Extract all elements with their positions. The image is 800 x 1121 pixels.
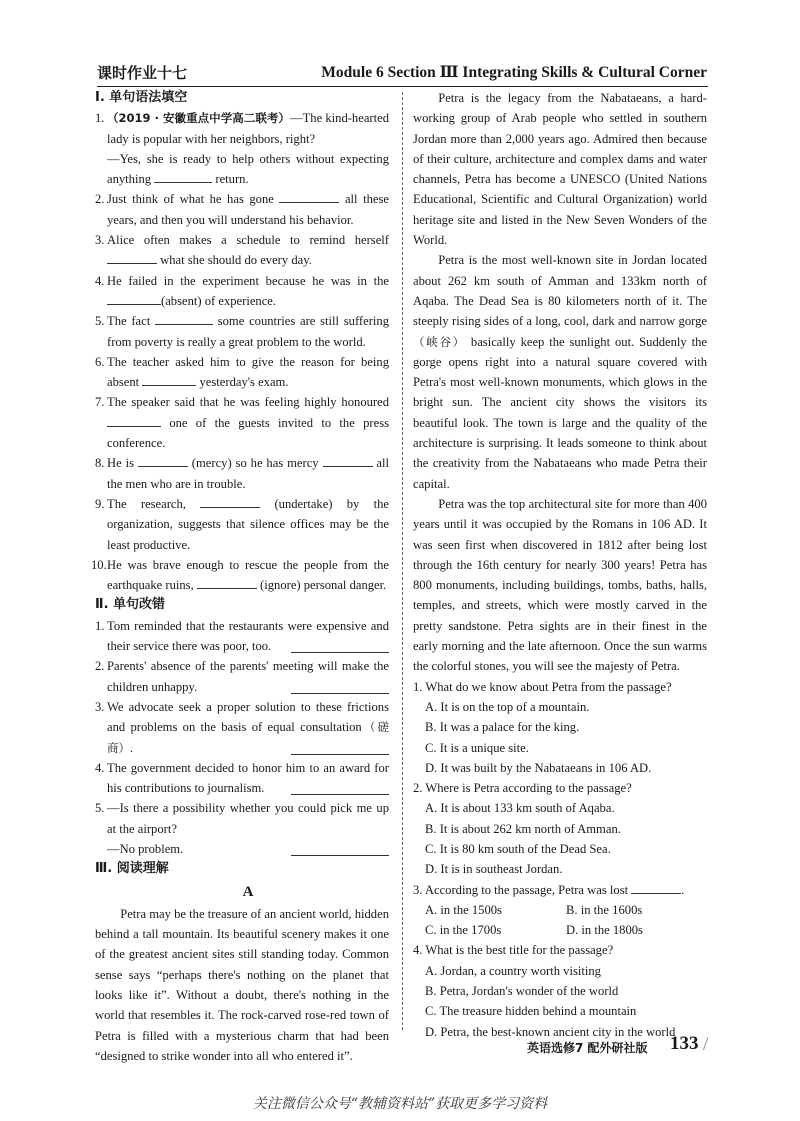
answer-blank[interactable] — [631, 881, 681, 894]
question-4: 4. He failed in the experiment because he was in the (absent) of experience. — [95, 273, 389, 308]
answer-blank[interactable] — [279, 190, 339, 203]
answer-blank[interactable] — [197, 576, 257, 589]
answer-line[interactable] — [291, 839, 389, 856]
answer-blank[interactable] — [200, 495, 260, 508]
module-title: Module 6 Section Ⅲ Integrating Skills & Cultural Corner — [321, 64, 707, 81]
passage-paragraph-3: Petra is the most well-known site in Jordan located about 262 km south of Amman and 133km north of Aqaba. The Dead Sea is 80 kilometers north of it. The steeply rising sides of a long, cool, dark and narrow gorge（峡谷） basically keep the sunlight out. Suddenly the gorge opens right into a natural square covered with Petra's most well-known monuments, which glows in the bright sun. The ancient city shows the visitors its beautiful look. The town is large and the quality of the architecture is surprising. It leads someone to think about the creativity from the Nabataeans who made Petra their capital. — [413, 253, 707, 491]
error-3: 3. We advocate seek a proper solution to these frictions and problems on the basis of equal consultation（磋商）. — [95, 699, 389, 755]
question-1: 1. （2019 · 安徽重点中学高二联考）—The kind-hearted lady is popular with her neighbors, right? —Yes, she is ready to help others without expecting anything return. — [95, 111, 389, 187]
answer-blank[interactable] — [323, 454, 373, 467]
section-2-title: Ⅱ. 单句改错 — [95, 597, 166, 613]
option-a[interactable]: A. It is on the top of a mountain. — [425, 699, 590, 714]
question-5: 5. The fact some countries are still suffering from poverty is really a great problem to the world. — [95, 314, 389, 349]
reading-question-3: 3. According to the passage, Petra was lost . A. in the 1500s B. in the 1600s C. in the 1700s D. in the 1800s — [413, 880, 707, 941]
answer-blank[interactable] — [155, 312, 213, 325]
question-2: 2. Just think of what he has gone all these years, and then you will understand his behavior. — [95, 192, 389, 227]
promo-note: 关注微信公众号“教辅资料站”获取更多学习资料 — [252, 1096, 548, 1112]
question-6: 6. The teacher asked him to give the reason for being absent yesterday's exam. — [95, 354, 389, 390]
book-title: 英语选修7 配外研社版 — [527, 1041, 648, 1055]
option-a[interactable]: A. Jordan, a country worth visiting — [425, 963, 601, 978]
option-d[interactable]: D. Petra, the best-known ancient city in the world — [425, 1024, 676, 1039]
passage-paragraph-2: Petra is the legacy from the Nabataeans, a hard-working group of Arab people who settled in southern Jordan more than 2,000 years ago. Admired then because of their culture, architecture and complex dams and water channels, Petra has become a UNESCO (United Nations Educational, Scientific and Cultural Organization) world heritage site and listed in the New Seven Wonders of the World. — [413, 91, 707, 248]
option-b[interactable]: B. in the 1600s — [566, 902, 643, 917]
assignment-title: 课时作业十七 — [97, 64, 188, 82]
page-number: 133 — [670, 1033, 699, 1054]
error-4: 4. The government decided to honor him to an award for his contributions to journalism. — [95, 760, 389, 796]
answer-blank[interactable] — [107, 292, 161, 305]
question-3: 3. Alice often makes a schedule to remind herself what she should do every day. — [95, 233, 389, 268]
question-7: 7. The speaker said that he was feeling highly honoured one of the guests invited to the press conference. — [95, 395, 390, 451]
page-slash-decoration: / — [703, 1033, 709, 1055]
section-1-title: Ⅰ. 单句语法填空 — [95, 90, 188, 105]
option-b[interactable]: B. It is about 262 km north of Amman. — [425, 821, 621, 836]
reading-question-2: 2. Where is Petra according to the passage? A. It is about 133 km south of Aqaba. B. It is about 262 km north of Amman. C. It is 80 km south of the Dead Sea. D. It is in southeast Jordan. — [413, 778, 707, 879]
answer-blank[interactable] — [154, 170, 212, 183]
passage-paragraph-4: Petra was the top architectural site for more than 400 years until it was occupied by the Romans in 106 AD. It was seen first when discovered in 1812 after being lost through the 16th century for nearly 300 years! Petra has 800 monuments, including buildings, tombs, baths, halls, temples, and streets, which were mostly carved in the pretty sandstone. Petra sights are in their finest in the early morning and the late afternoon. Once the sun warms the colorful stones, you will see the majesty of Petra. — [413, 496, 707, 674]
option-d[interactable]: D. It was built by the Nabataeans in 106 AD. — [425, 760, 652, 775]
question-9: 9. The research, (undertake) by the organization, suggests that silence offices may be the least productive. — [95, 496, 389, 552]
section-3-title: Ⅲ. 阅读理解 — [95, 861, 169, 877]
header-rule — [97, 86, 708, 87]
option-c[interactable]: C. The treasure hidden behind a mountain — [425, 1004, 637, 1019]
option-a[interactable]: A. It is about 133 km south of Aqaba. — [425, 801, 615, 816]
answer-blank[interactable] — [107, 414, 161, 427]
answer-blank[interactable] — [142, 373, 196, 386]
option-a[interactable]: A. in the 1500s — [425, 902, 502, 917]
answer-line[interactable] — [291, 636, 389, 653]
option-d[interactable]: D. in the 1800s — [566, 923, 643, 938]
column-divider — [402, 92, 403, 1030]
option-b[interactable]: B. Petra, Jordan's wonder of the world — [425, 984, 619, 999]
answer-line[interactable] — [291, 738, 389, 755]
passage-paragraph-1: Petra may be the treasure of an ancient world, hidden behind a tall mountain. Its beautiful scenery makes it one of the greatest ancient sites still standing today. Common sense says “perhaps there's nothing on the planet that looks like it”. Without a doubt, there's nothing in the world that resembles it. The rock-carved rose-red town of Petra is filled with a mysterious charm that had been “designed to strike wonder into all who entered it”. — [95, 906, 389, 1063]
option-c[interactable]: C. in the 1700s — [425, 923, 502, 938]
option-b[interactable]: B. It was a palace for the king. — [425, 720, 580, 735]
passage-label: A — [242, 883, 254, 900]
error-5: 5. —Is there a possibility whether you could pick me up at the airport? —No problem. — [95, 801, 389, 856]
answer-blank[interactable] — [138, 454, 188, 467]
reading-question-4: 4. What is the best title for the passage? A. Jordan, a country worth visiting B. Petra, Jordan's wonder of the world C. The treasure hidden behind a mountain D. Petra, the best-known ancient city in the world — [413, 940, 707, 1041]
question-8: 8. He is (mercy) so he has mercy all the men who are in trouble. — [95, 456, 389, 491]
left-column — [91, 88, 390, 1066]
answer-line[interactable] — [291, 778, 389, 795]
question-source: （2019 · 安徽重点中学高二联考） — [107, 111, 290, 126]
reading-question-1: 1. What do we know about Petra from the passage? A. It is on the top of a mountain. B. It was a palace for the king. C. It is a unique site. D. It was built by the Nabataeans in 106 AD. — [413, 677, 707, 778]
answer-blank[interactable] — [107, 251, 157, 264]
option-d[interactable]: D. It is in southeast Jordan. — [425, 862, 563, 877]
error-2: 2. Parents' absence of the parents' meeting will make the children unhappy. — [95, 659, 389, 694]
error-1: 1. Tom reminded that the restaurants were expensive and their service there was poor, too. — [95, 618, 389, 654]
right-column — [413, 88, 707, 1042]
option-c[interactable]: C. It is a unique site. — [425, 740, 529, 755]
option-c[interactable]: C. It is 80 km south of the Dead Sea. — [425, 841, 611, 856]
answer-line[interactable] — [291, 677, 389, 694]
question-10: 10. He was brave enough to rescue the people from the earthquake ruins, (ignore) personal danger. — [91, 557, 389, 593]
page-header — [97, 62, 707, 84]
